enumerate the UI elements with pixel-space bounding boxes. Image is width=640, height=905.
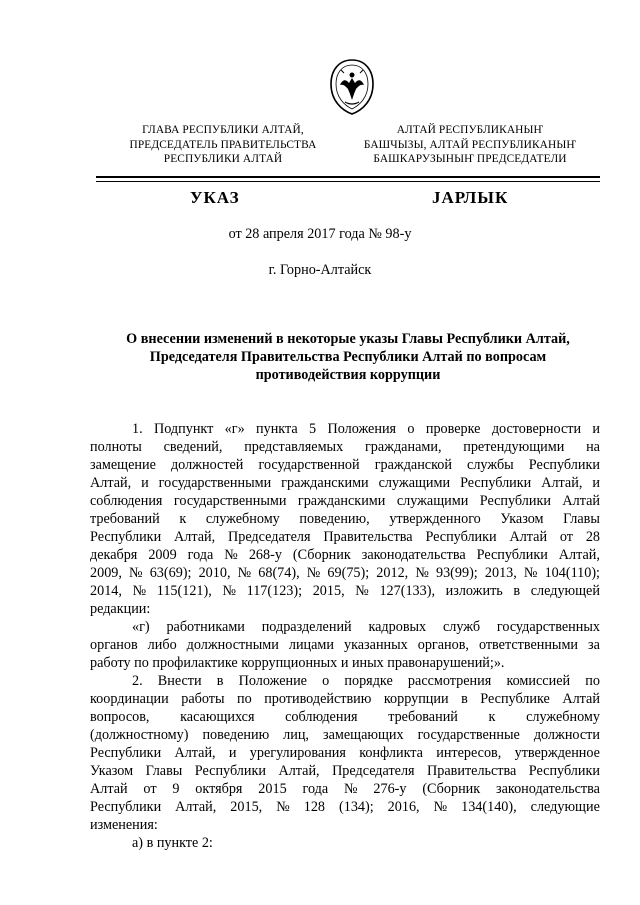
doc-type-altai: JАРЛЫК bbox=[432, 188, 509, 207]
document-body bbox=[90, 420, 600, 852]
header-divider-thick bbox=[96, 176, 600, 178]
body-line: соблюдения государственными гражданскими служащими Республики Алтай bbox=[90, 493, 600, 509]
header-left-block bbox=[118, 123, 328, 167]
body-line: 1. Подпункт «г» пункта 5 Положения о проверке достоверности и bbox=[132, 421, 600, 437]
body-line: 2. Внести в Положение о порядке рассмотрения комиссией по bbox=[132, 673, 600, 689]
header-right-line: АЛТАЙ РЕСПУБЛИКАНЫҤ bbox=[396, 124, 544, 136]
body-line: координации работы по противодействию коррупции в Республике Алтай bbox=[90, 691, 600, 707]
body-line: полноты сведений, представляемых гражданами, претендующими на bbox=[90, 439, 600, 455]
body-line: работу по профилактике коррупционных и иных правонарушений;». bbox=[90, 655, 505, 671]
title-line: О внесении изменений в некоторые указы Главы Республики Алтай, bbox=[126, 331, 570, 347]
document-date: от 28 апреля 2017 года № 98-у bbox=[228, 226, 412, 242]
body-line: Указом Главы Республики Алтай, Председателя Правительства Республики bbox=[90, 763, 600, 779]
body-line: редакции: bbox=[90, 601, 151, 617]
body-line: изменения: bbox=[90, 817, 158, 833]
document-city: г. Горно-Алтайск bbox=[268, 262, 372, 278]
header-divider-thin bbox=[96, 181, 600, 182]
header-left-line: ПРЕДСЕДАТЕЛЬ ПРАВИТЕЛЬСТВА bbox=[129, 138, 317, 151]
body-line: органов либо должностными лицами указанных органов, ответственными за bbox=[90, 637, 600, 653]
body-line: вопросов, касающихся соблюдения требований к служебному bbox=[90, 709, 600, 725]
header-left-line: РЕСПУБЛИКИ АЛТАЙ bbox=[163, 153, 283, 165]
header-right-block bbox=[350, 123, 590, 167]
body-line: замещение должностей государственной гражданской службы Республики bbox=[90, 457, 600, 473]
title-line: Председателя Правительства Республики Алтай по вопросам bbox=[149, 349, 547, 365]
body-line: Республики Алтай, 2015, № 128 (134); 2016, № 134(140), следующие bbox=[90, 799, 600, 815]
body-line: а) в пункте 2: bbox=[132, 835, 213, 851]
header-right-line: БАШКАРУЗЫНЫҤ ПРЕДСЕДАТЕЛИ bbox=[373, 153, 567, 165]
body-line: 2009, № 63(69); 2010, № 68(74), № 69(75); 2012, № 93(99); 2013, № 104(110); bbox=[90, 565, 600, 581]
body-line: требований к служебному поведению, утвержденного Указом Главы bbox=[90, 511, 600, 527]
body-line: Алтай от 9 октября 2015 года № 276-у (Сборник законодательства bbox=[90, 781, 600, 797]
body-line: Алтай, и государственными гражданскими служащими Республики Алтай, и bbox=[90, 475, 600, 491]
body-line: Республики Алтай, Председателя Правительства Республики Алтай от 28 bbox=[90, 529, 600, 545]
doc-type-russian: УКАЗ bbox=[190, 188, 240, 207]
header-left-line: ГЛАВА РЕСПУБЛИКИ АЛТАЙ, bbox=[142, 124, 304, 136]
header-right-line: БАШЧЫЗЫ, АЛТАЙ РЕСПУБЛИКАНЫҤ bbox=[363, 138, 577, 151]
body-line: «г) работниками подразделений кадровых служб государственных bbox=[132, 619, 600, 635]
title-line: противодействия коррупции bbox=[255, 367, 441, 383]
coat-of-arms-emblem bbox=[327, 58, 377, 116]
document-title bbox=[96, 330, 600, 384]
body-line: (должностному) поведению лиц, замещающих государственные должности bbox=[90, 727, 600, 743]
body-line: Республики Алтай, и урегулирования конфликта интересов, утвержденное bbox=[90, 745, 600, 761]
body-line: 2014, № 115(121), № 117(123); 2015, № 127(133), изложить в следующей bbox=[90, 583, 600, 599]
body-line: декабря 2009 года № 268-у (Сборник законодательства Республики Алтай, bbox=[90, 547, 600, 563]
